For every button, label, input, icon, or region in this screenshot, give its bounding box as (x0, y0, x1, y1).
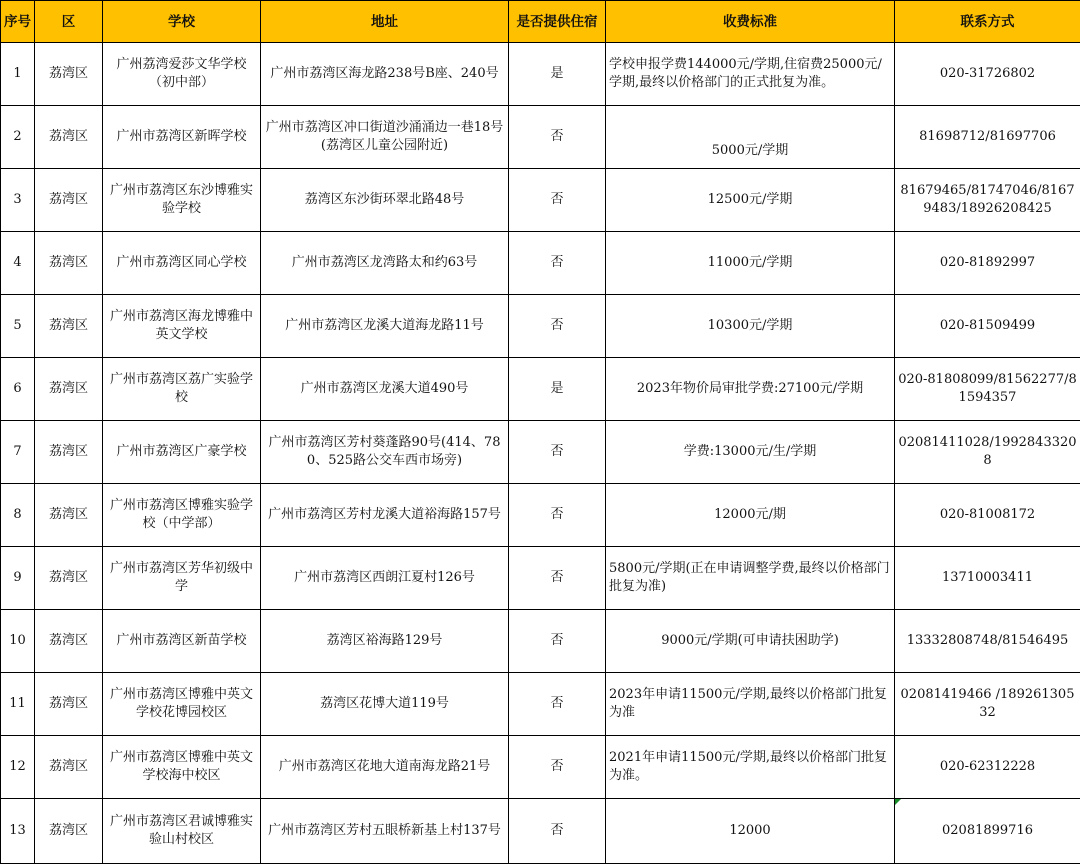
cell-fee: 学校申报学费144000元/学期,住宿费25000元/学期,最终以价格部门的正式批复为准。 (606, 43, 895, 106)
cell-contact (895, 799, 1080, 864)
cell-contact: 020-81892997 (895, 232, 1080, 295)
cell-seq: 12 (1, 736, 35, 799)
cell-seq: 7 (1, 421, 35, 484)
cell-address: 广州市荔湾区芳村葵蓬路90号(414、780、525路公交车西市场旁) (261, 421, 509, 484)
cell-school: 广州市荔湾区博雅实验学校（中学部） (103, 484, 261, 547)
cell-fee: 12500元/学期 (606, 169, 895, 232)
cell-boarding: 是 (509, 43, 606, 106)
table-row (1, 673, 1080, 736)
cell-district: 荔湾区 (35, 799, 103, 864)
header-seq: 序号 (1, 1, 35, 43)
header-fee: 收费标准 (606, 1, 895, 43)
cell-school: 广州市荔湾区新晖学校 (103, 106, 261, 169)
header-address: 地址 (261, 1, 509, 43)
table-row (1, 547, 1080, 610)
cell-address: 广州市荔湾区龙溪大道490号 (261, 358, 509, 421)
header-district: 区 (35, 1, 103, 43)
cell-seq: 13 (1, 799, 35, 864)
cell-school: 广州市荔湾区同心学校 (103, 232, 261, 295)
table-row (1, 295, 1080, 358)
cell-school: 广州市荔湾区博雅中英文学校海中校区 (103, 736, 261, 799)
cell-address: 广州市荔湾区花地大道南海龙路21号 (261, 736, 509, 799)
cell-contact: 13332808748/81546495 (895, 610, 1080, 673)
cell-seq: 10 (1, 610, 35, 673)
cell-boarding: 否 (509, 736, 606, 799)
cell-seq: 11 (1, 673, 35, 736)
cell-district: 荔湾区 (35, 673, 103, 736)
cell-boarding: 否 (509, 484, 606, 547)
header-school: 学校 (103, 1, 261, 43)
cell-contact: 020-81509499 (895, 295, 1080, 358)
cell-school: 广州荔湾爱莎文华学校（初中部） (103, 43, 261, 106)
cell-contact: 020-81808099/81562277/81594357 (895, 358, 1080, 421)
cell-address: 广州市荔湾区芳村五眼桥新基上村137号 (261, 799, 509, 864)
cell-contact: 81679465/81747046/81679483/18926208425 (895, 169, 1080, 232)
table-row (1, 610, 1080, 673)
cell-district: 荔湾区 (35, 106, 103, 169)
cell-district: 荔湾区 (35, 232, 103, 295)
table-row (1, 169, 1080, 232)
cell-contact: 13710003411 (895, 547, 1080, 610)
cell-district: 荔湾区 (35, 43, 103, 106)
cell-boarding: 否 (509, 799, 606, 864)
table-row (1, 736, 1080, 799)
cell-address: 广州市荔湾区冲口街道沙涌涌边一巷18号(荔湾区儿童公园附近) (261, 106, 509, 169)
cell-school: 广州市荔湾区君诚博雅实验山村校区 (103, 799, 261, 864)
cell-fee: 5800元/学期(正在申请调整学费,最终以价格部门批复为准) (606, 547, 895, 610)
cell-contact: 020-62312228 (895, 736, 1080, 799)
cell-contact: 02081411028/19928433208 (895, 421, 1080, 484)
cell-contact: 020-31726802 (895, 43, 1080, 106)
cell-seq: 9 (1, 547, 35, 610)
table-row (1, 421, 1080, 484)
cell-contact: 81698712/81697706 (895, 106, 1080, 169)
cell-district: 荔湾区 (35, 610, 103, 673)
header-row (1, 1, 1080, 43)
cell-seq: 5 (1, 295, 35, 358)
cell-address: 广州市荔湾区海龙路238号B座、240号 (261, 43, 509, 106)
cell-seq: 6 (1, 358, 35, 421)
cell-fee: 2023年物价局审批学费:27100元/学期 (606, 358, 895, 421)
table-row (1, 43, 1080, 106)
cell-address: 广州市荔湾区西朗江夏村126号 (261, 547, 509, 610)
cell-contact-text: 02081899716 (942, 823, 1033, 838)
cell-seq: 8 (1, 484, 35, 547)
cell-contact: 02081419466 /18926130532 (895, 673, 1080, 736)
cell-boarding: 否 (509, 169, 606, 232)
cell-seq: 2 (1, 106, 35, 169)
cell-address: 荔湾区花博大道119号 (261, 673, 509, 736)
cell-boarding: 否 (509, 610, 606, 673)
cell-district: 荔湾区 (35, 547, 103, 610)
cell-boarding: 是 (509, 358, 606, 421)
table-row (1, 232, 1080, 295)
cell-school: 广州市荔湾区广豪学校 (103, 421, 261, 484)
table-row (1, 799, 1080, 864)
cell-district: 荔湾区 (35, 421, 103, 484)
cell-address: 广州市荔湾区芳村龙溪大道裕海路157号 (261, 484, 509, 547)
cell-seq: 4 (1, 232, 35, 295)
cell-contact: 020-81008172 (895, 484, 1080, 547)
cell-district: 荔湾区 (35, 484, 103, 547)
cell-boarding: 否 (509, 295, 606, 358)
table-row (1, 106, 1080, 169)
cell-fee: 10300元/学期 (606, 295, 895, 358)
table-row (1, 484, 1080, 547)
cell-boarding: 否 (509, 106, 606, 169)
cell-school: 广州市荔湾区博雅中英文学校花博园校区 (103, 673, 261, 736)
cell-address: 广州市荔湾区龙溪大道海龙路11号 (261, 295, 509, 358)
cell-fee: 学费:13000元/生/学期 (606, 421, 895, 484)
cell-fee: 2021年申请11500元/学期,最终以价格部门批复为准。 (606, 736, 895, 799)
cell-seq: 3 (1, 169, 35, 232)
cell-address: 荔湾区裕海路129号 (261, 610, 509, 673)
cell-school: 广州市荔湾区海龙博雅中英文学校 (103, 295, 261, 358)
comment-marker-icon (895, 799, 901, 805)
cell-boarding: 否 (509, 421, 606, 484)
cell-school: 广州市荔湾区新苗学校 (103, 610, 261, 673)
cell-fee: 2023年申请11500元/学期,最终以价格部门批复为准 (606, 673, 895, 736)
cell-fee: 9000元/学期(可申请扶困助学) (606, 610, 895, 673)
cell-fee: 12000 (606, 799, 895, 864)
cell-boarding: 否 (509, 547, 606, 610)
cell-district: 荔湾区 (35, 736, 103, 799)
header-boarding: 是否提供住宿 (509, 1, 606, 43)
header-contact: 联系方式 (895, 1, 1080, 43)
cell-school: 广州市荔湾区荔广实验学校 (103, 358, 261, 421)
cell-school: 广州市荔湾区东沙博雅实验学校 (103, 169, 261, 232)
cell-fee: 12000元/期 (606, 484, 895, 547)
table-row (1, 358, 1080, 421)
cell-seq: 1 (1, 43, 35, 106)
cell-district: 荔湾区 (35, 295, 103, 358)
cell-fee: 11000元/学期 (606, 232, 895, 295)
cell-district: 荔湾区 (35, 358, 103, 421)
cell-boarding: 否 (509, 232, 606, 295)
cell-district: 荔湾区 (35, 169, 103, 232)
cell-address: 荔湾区东沙街环翠北路48号 (261, 169, 509, 232)
cell-fee: 5000元/学期 (606, 106, 895, 169)
cell-boarding: 否 (509, 673, 606, 736)
cell-address: 广州市荔湾区龙湾路太和约63号 (261, 232, 509, 295)
cell-school: 广州市荔湾区芳华初级中学 (103, 547, 261, 610)
